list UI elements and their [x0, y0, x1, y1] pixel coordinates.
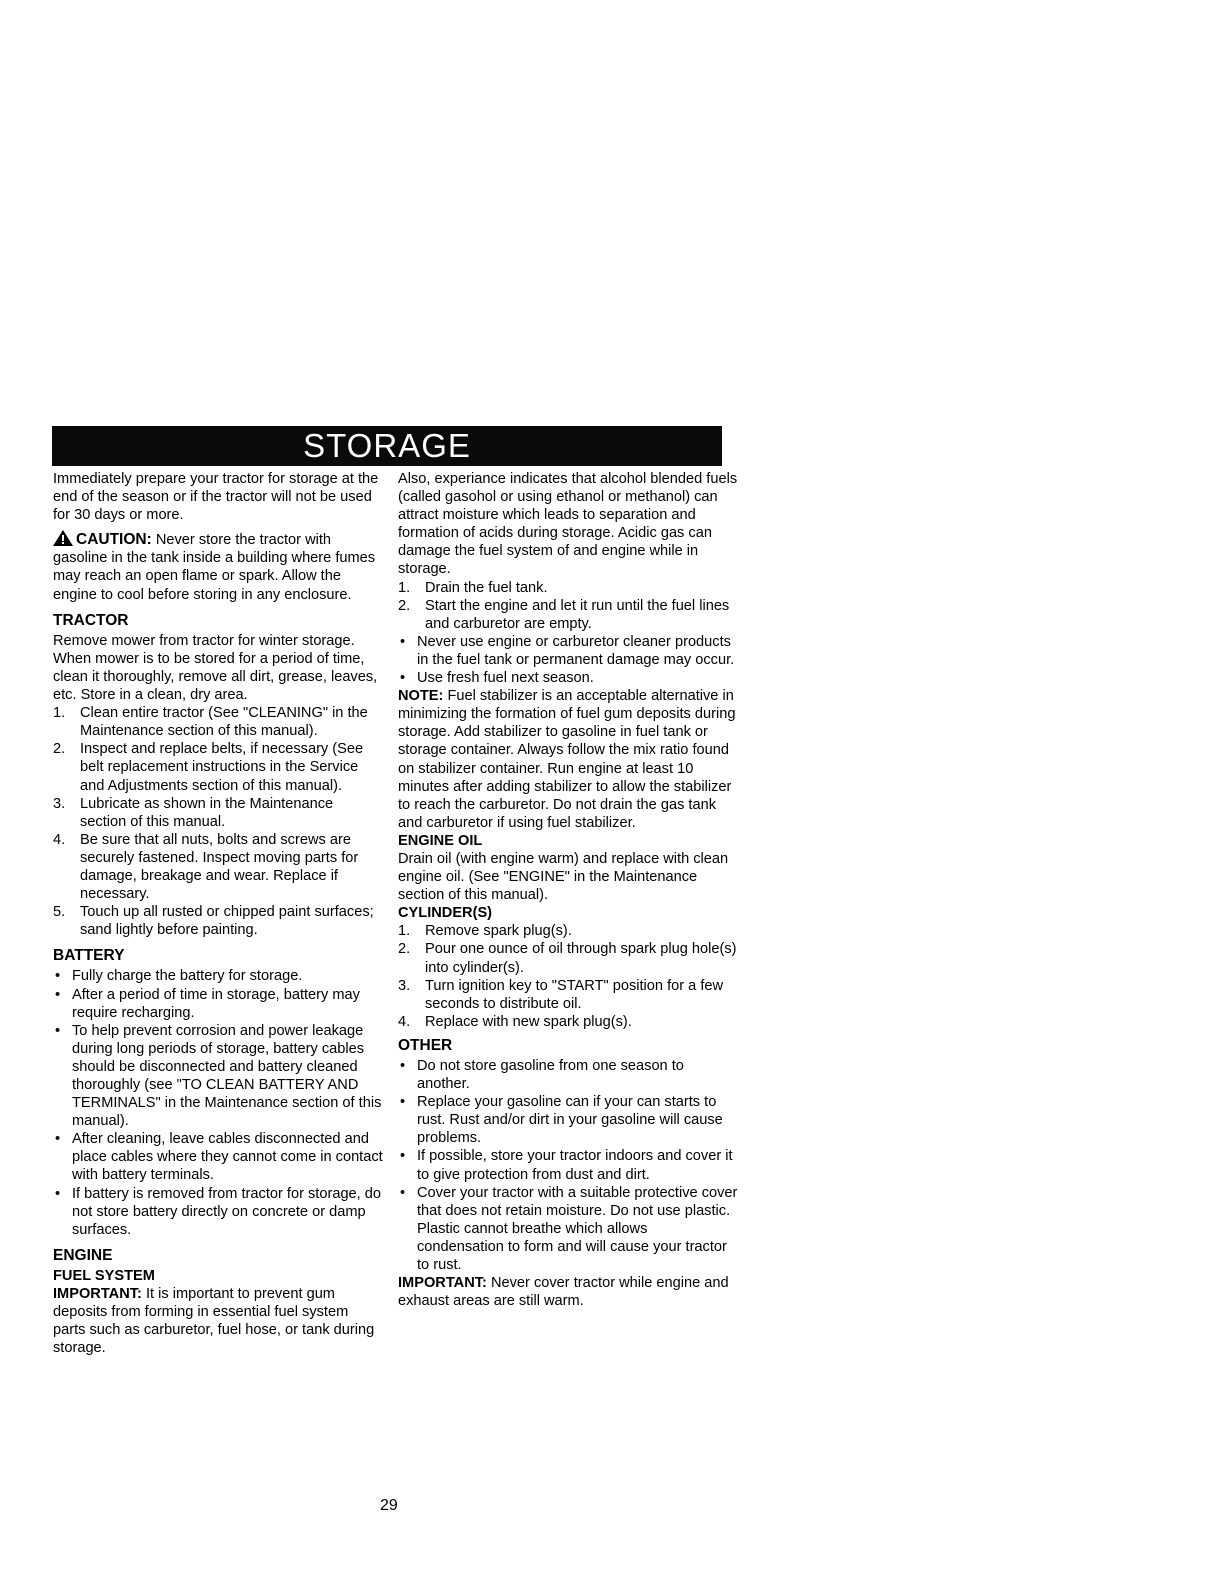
list-item: 1. Remove spark plug(s).	[398, 923, 572, 940]
tractor-steps	[53, 704, 383, 939]
list-item: 4. Be sure that all nuts, bolts and screws are securely fastened. Inspect moving parts for damage, breakage and wear. Replace if necessary.	[53, 831, 359, 903]
engine-oil-heading: ENGINE OIL	[398, 832, 483, 849]
caution-paragraph	[53, 530, 383, 603]
warning-triangle-icon	[53, 530, 73, 546]
caution-text: Never store the tractor with gasoline in the tank inside a building where fumes may reach an open flame or spark. Allow the engine to cool before storing in any enclosure.	[53, 532, 376, 603]
list-item: • Use fresh fuel next season.	[398, 669, 738, 687]
list-item: 4. Replace with new spark plug(s).	[398, 1013, 632, 1030]
fuel-system-heading: FUEL SYSTEM	[53, 1267, 155, 1284]
list-item: • To help prevent corrosion and power leakage during long periods of storage, battery cables should be disconnected and battery cleaned thoroughly (see "TO CLEAN BATTERY AND TERMINALS" in the Maintenance section of this manual).	[53, 1022, 383, 1131]
page-number: 29	[380, 1497, 398, 1514]
list-item: 2. Inspect and replace belts, if necessary (See belt replacement instructions in the Service and Adjustments section of this manual).	[53, 741, 364, 794]
page-title: STORAGE	[52, 426, 722, 466]
engine-oil-text: Drain oil (with engine warm) and replace with clean engine oil. (See "ENGINE" in the Maintenance section of this manual).	[398, 850, 729, 904]
fuel-important-paragraph	[53, 1285, 383, 1357]
alcohol-fuel-text: Also, experiance indicates that alcohol blended fuels (called gasohol or using ethanol or methanol) can attract moisture which leads to separation and formation of acids during storage. Acidic gas can damage the fuel system of and engine while in storage.	[398, 471, 738, 578]
other-important-paragraph	[398, 1274, 738, 1310]
important-text: Never cover tractor while engine and exhaust areas are still warm.	[398, 1275, 729, 1310]
list-item: 1. Clean entire tractor (See "CLEANING" in the Maintenance section of this manual).	[53, 705, 368, 740]
tractor-text: Remove mower from tractor for winter storage. When mower is to be stored for a period of time, clean it thoroughly, remove all dirt, grease, leaves, etc. Store in a clean, dry area.	[53, 632, 378, 704]
right-column	[398, 470, 738, 1310]
list-item: 1. Drain the fuel tank.	[398, 579, 548, 596]
list-item: 2. Start the engine and let it run until the fuel lines and carburetor are empty.	[398, 597, 730, 632]
engine-heading: ENGINE	[53, 1246, 113, 1264]
other-bullets	[398, 1057, 738, 1274]
list-item: • Fully charge the battery for storage.	[53, 967, 383, 985]
intro-text: Immediately prepare your tractor for storage at the end of the season or if the tractor will not be used for 30 days or more.	[53, 471, 379, 524]
note-label: NOTE:	[398, 688, 444, 705]
list-item: • Replace your gasoline can if your can starts to rust. Rust and/or dirt in your gasoline will cause problems.	[398, 1093, 738, 1147]
list-item: • If possible, store your tractor indoors and cover it to give protection from dust and dirt.	[398, 1147, 738, 1183]
cylinders-heading: CYLINDER(S)	[398, 905, 493, 922]
list-item: • Do not store gasoline from one season to another.	[398, 1057, 738, 1093]
list-item: 5. Touch up all rusted or chipped paint surfaces; sand lightly before painting.	[53, 904, 374, 939]
important-label: IMPORTANT:	[53, 1286, 142, 1303]
battery-bullets	[53, 967, 383, 1238]
tractor-heading: TRACTOR	[53, 611, 129, 629]
important-label: IMPORTANT:	[398, 1275, 487, 1292]
list-item: • After a period of time in storage, battery may require recharging.	[53, 986, 383, 1022]
note-text: Fuel stabilizer is an acceptable alternative in minimizing the formation of fuel gum deposits during storage. Add stabilizer to gasoline in fuel tank or storage container. Always follow the mix ratio found on stabilizer container. Run engine at least 10 minutes after adding stabilizer to allow the stabilizer to reach the carburetor. Do not drain the gas tank and carburetor if using fuel stabilizer.	[398, 688, 736, 831]
list-item: 2. Pour one ounce of oil through spark plug hole(s) into cylinder(s).	[398, 941, 737, 976]
list-item: 3. Turn ignition key to "START" position for a few seconds to distribute oil.	[398, 977, 724, 1012]
fuel-bullets	[398, 633, 738, 687]
caution-label: CAUTION:	[76, 531, 152, 549]
other-heading: OTHER	[398, 1036, 453, 1054]
list-item: • Cover your tractor with a suitable protective cover that does not retain moisture. Do not use plastic. Plastic cannot breathe which allows condensation to form and will cause your tractor to rust.	[398, 1184, 738, 1274]
list-item: 3. Lubricate as shown in the Maintenance section of this manual.	[53, 795, 334, 830]
battery-heading: BATTERY	[53, 947, 125, 965]
important-text: It is important to prevent gum deposits from forming in essential fuel system parts such as carburetor, fuel hose, or tank during storage.	[53, 1286, 375, 1357]
note-paragraph	[398, 687, 738, 832]
left-column	[53, 470, 383, 1357]
fuel-steps	[398, 579, 738, 633]
list-item: • If battery is removed from tractor for storage, do not store battery directly on concrete or damp surfaces.	[53, 1185, 383, 1239]
list-item: • Never use engine or carburetor cleaner products in the fuel tank or permanent damage may occur.	[398, 633, 738, 669]
cylinder-steps	[398, 922, 738, 1031]
list-item: • After cleaning, leave cables disconnected and place cables where they cannot come in contact with battery terminals.	[53, 1130, 383, 1184]
